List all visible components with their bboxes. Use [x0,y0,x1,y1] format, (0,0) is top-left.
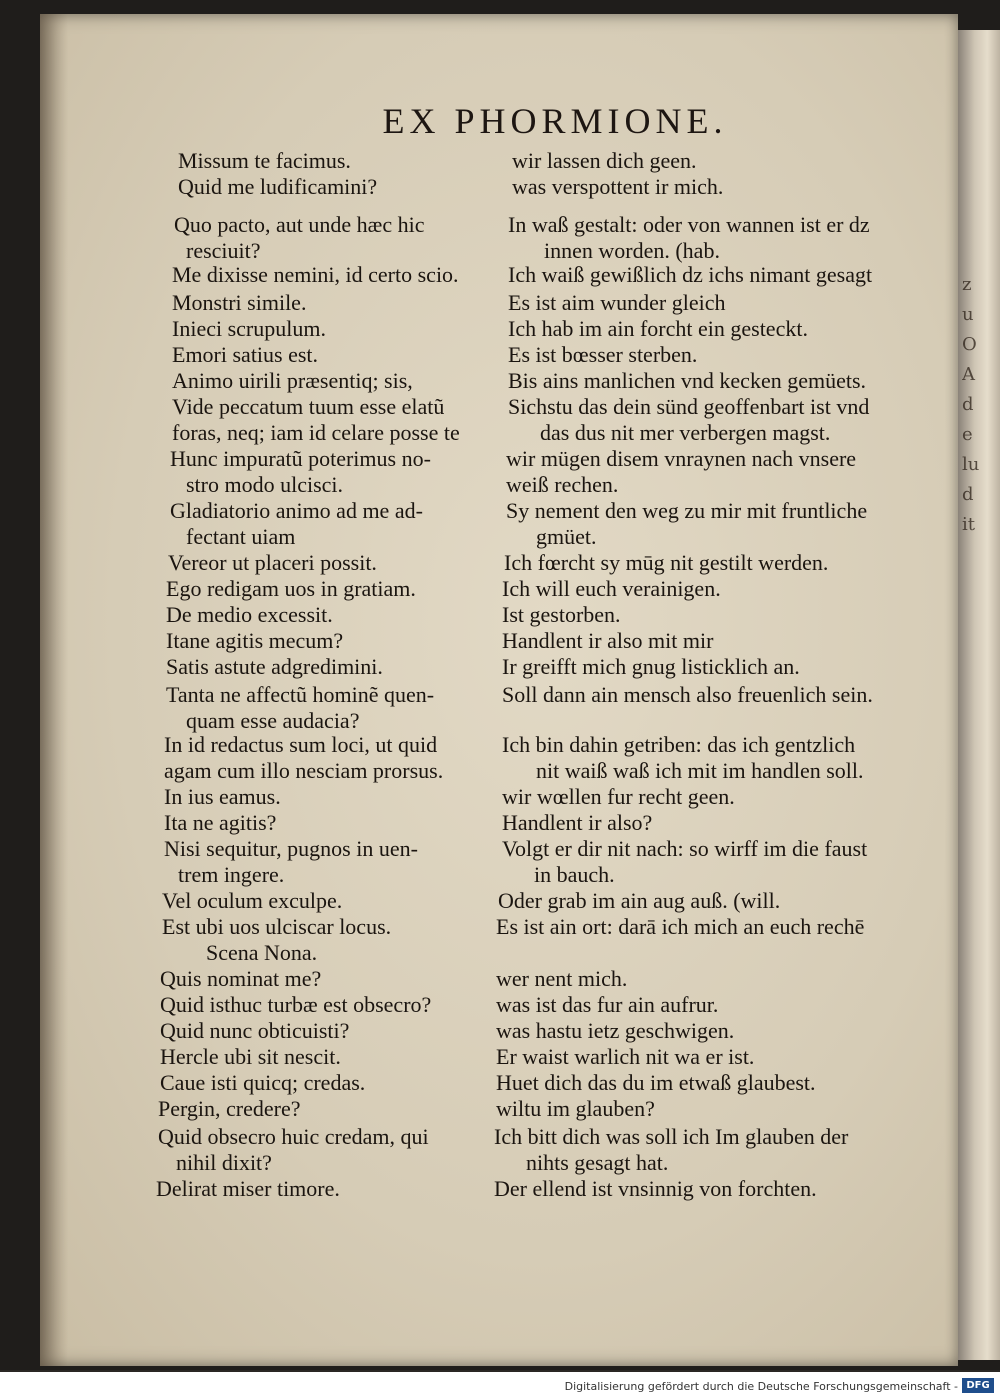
adjacent-page-fragment: z [962,274,972,295]
latin-line: Quid me ludificamini? [178,174,378,199]
latin-line: Monstri simile. [172,290,307,315]
latin-line: Emori satius est. [172,342,319,367]
adjacent-page-fragment: u [962,304,974,325]
german-line: wiltu im glauben? [496,1096,655,1121]
german-line: gmüet. [536,524,597,549]
latin-line: Tanta ne affectũ hominẽ quen- [166,682,435,707]
latin-line: Ita ne agitis? [164,810,277,835]
latin-line: Quid obsecro huic credam, qui [158,1124,429,1149]
german-line: Der ellend ist vnsinnig von forchten. [494,1176,817,1201]
german-line: was hastu ietz geschwigen. [496,1018,735,1043]
german-line: Sy nement den weg zu mir mit fruntliche [506,498,868,523]
latin-line: Me dixisse nemini, id certo scio. [172,262,459,287]
adjacent-page-fragment: lu [962,454,980,475]
german-line: Soll dann ain mensch also freuenlich sein. [502,682,873,707]
german-line: Ich bitt dich was soll ich Im glauben der [494,1124,849,1149]
latin-line: Quis nominat me? [160,966,322,991]
latin-line: Ego redigam uos in gratiam. [166,576,416,601]
latin-line: stro modo ulcisci. [186,472,344,497]
german-line: Handlent ir also mit mir [502,628,714,653]
german-line: Bis ains manlichen vnd kecken gemüets. [508,368,867,393]
german-line: Ir greifft mich gnug listicklich an. [502,654,800,679]
german-line: Es ist bœsser sterben. [508,342,698,367]
adjacent-page-fragment: A [962,364,975,385]
latin-line: Satis astute adgredimini. [166,654,383,679]
german-line: Er waist warlich nit wa er ist. [496,1044,755,1069]
latin-line: De medio excessit. [166,602,333,627]
german-line: nihts gesagt hat. [526,1150,669,1175]
latin-line: resciuit? [186,238,261,263]
german-line: Ich will euch verainigen. [502,576,721,601]
adjacent-page-fragment: d [962,484,974,505]
german-line: innen worden. (hab. [544,238,720,263]
german-line: das dus nit mer verbergen magst. [540,420,831,445]
german-line: Oder grab im ain aug auß. (will. [498,888,781,913]
latin-line: Quid nunc obticuisti? [160,1018,350,1043]
latin-line: Caue isti quicq; credas. [160,1070,366,1095]
latin-line: Animo uirili præsentiq; sis, [172,368,413,393]
german-line: nit waiß waß ich mit im handlen soll. [536,758,864,783]
german-line: was ist das fur ain aufrur. [496,992,719,1017]
latin-line: foras, neq; iam id celare posse te [172,420,460,445]
german-line: in bauch. [534,862,615,887]
latin-line: Quid isthuc turbæ est obsecro? [160,992,432,1017]
latin-line: Vereor ut placeri possit. [168,550,377,575]
latin-line: Itane agitis mecum? [166,628,344,653]
german-line: Ist gestorben. [502,602,621,627]
latin-line: Inieci scrupulum. [172,316,326,341]
german-line: Handlent ir also? [502,810,653,835]
german-line: Ich hab im ain forcht ein gesteckt. [508,316,808,341]
latin-line: nihil dixit? [176,1150,272,1175]
latin-line: Est ubi uos ulciscar locus. [162,914,392,939]
page-heading: EX PHORMIONE. [382,101,728,141]
german-line: wir mügen disem vnraynen nach vnsere [506,446,857,471]
latin-line: quam esse audacia? [186,708,360,733]
adjacent-page-fragment: d [962,394,974,415]
adjacent-page-text [962,270,996,540]
latin-line: In ius eamus. [164,784,281,809]
german-line: Es ist ain ort: darā ich mich an euch rechē [496,914,865,939]
adjacent-page-fragment: e [962,424,973,445]
german-line: wer nent mich. [496,966,628,991]
latin-line: Scena Nona. [206,940,318,965]
german-line: weiß rechen. [506,472,619,497]
latin-line: trem ingere. [178,862,285,887]
footer-bar [0,1372,1000,1399]
funding-notice: Digitalisierung gefördert durch die Deutsche Forschungsgemeinschaft - [564,1380,958,1393]
adjacent-page-edge [958,30,1000,1360]
page-gutter-shadow [40,14,68,1366]
german-line: Ich waiß gewißlich dz ichs nimant gesagt [508,262,873,287]
latin-line: Gladiatorio animo ad me ad- [170,498,423,523]
latin-line: Hercle ubi sit nescit. [160,1044,341,1069]
german-line: Huet dich das du im etwaß glaubest. [496,1070,816,1095]
latin-line: Missum te facimus. [178,148,351,173]
german-line: Sichstu das dein sünd geoffenbart ist vnd [508,394,870,419]
german-line: wir lassen dich geen. [512,148,697,173]
dfg-logo: DFG [962,1378,994,1393]
german-line: wir wœllen fur recht geen. [502,784,735,809]
german-line: Es ist aim wunder gleich [508,290,726,315]
latin-line: Delirat miser timore. [156,1176,340,1201]
latin-line: Quo pacto, aut unde hæc hic [174,212,425,237]
latin-line: Pergin, credere? [158,1096,301,1121]
latin-line: Vide peccatum tuum esse elatũ [172,394,445,419]
latin-line: fectant uiam [186,524,296,549]
german-line: Ich fœrcht sy mūg nit gestilt werden. [504,550,829,575]
latin-line: Vel oculum exculpe. [162,888,343,913]
german-line: was verspottent ir mich. [512,174,724,199]
adjacent-page-fragment: O [962,334,977,355]
latin-line: In id redactus sum loci, ut quid [164,732,438,757]
latin-line: agam cum illo nesciam prorsus. [164,758,444,783]
german-line: Ich bin dahin getriben: das ich gentzlich [502,732,856,757]
german-line: In waß gestalt: oder von wannen ist er dz [508,212,870,237]
german-line: Volgt er dir nit nach: so wirff im die faust [502,836,868,861]
adjacent-page-fragment: it [962,514,975,535]
latin-line: Nisi sequitur, pugnos in uen- [164,836,418,861]
latin-line: Hunc impuratũ poterimus no- [170,446,431,471]
